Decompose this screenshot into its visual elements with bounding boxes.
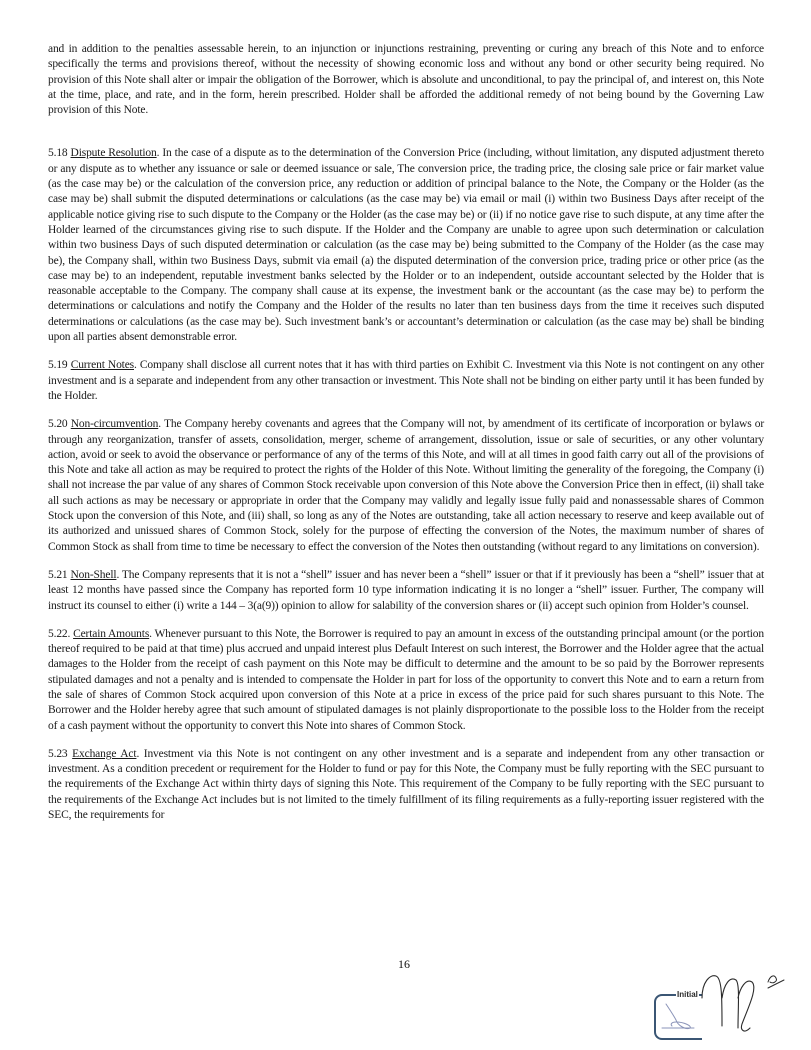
section-body: . The Company represents that it is not a “shell” issuer and has never been a “shell” issuer or that if it previously has been a “shell” issuer that at least 12 months have passed since the Company has reported form 10 type information indicating it is no longer a “shell” issuer. Further, The company will instruct its counsel to either (i) write a 144 – 3(a(9)) opinion to allow for salability of the conversion shares or (ii) accept such opinion from Holder’s counsel.: [48, 568, 764, 612]
section-number: 5.23: [48, 747, 68, 760]
section-number: 5.19: [48, 359, 68, 372]
section-5-22: [48, 627, 764, 734]
section-heading: Current Notes: [70, 359, 134, 372]
section-heading: Exchange Act: [72, 747, 137, 760]
section-heading: Non-Shell: [70, 568, 117, 581]
spacer: [48, 345, 764, 358]
section-body: . Company shall disclose all current notes that it has with third parties on Exhibit C. Investment via this Note is not contingent on any other investment and is a separate and independent from any other transaction or investment. This Note shall not be binding on either party until it has been funded by the Holder.: [48, 359, 765, 402]
page-number: 16: [398, 957, 410, 971]
spacer: [48, 555, 764, 568]
section-5-20: [48, 417, 764, 555]
section-body: . The Company hereby covenants and agrees that the Company will not, by amendment of its certificate of incorporation or bylaws or through any reorganization, transfer of assets, consolidation, merger, scheme of arrangement, dissolution, issue or sale of securities, or any other voluntary action, avoid or seek to avoid the observance or performance of any of the terms of this Note, and will at all times in good faith carry out all of the provisions of this Note and take all action as may be required to protect the rights of the Holder of this Note. Without limiting the generality of the foregoing, the Company (i) shall not increase the par value of any shares of Common Stock receivable upon conversion of this Note above the Conversion Price then in effect, (ii) shall take all such actions as may be necessary or appropriate in order that the Company may validly and legally issue fully paid and nonassessable shares of Common Stock upon the conversion of this Note, and (iii) shall, so long as any of the Notes are outstanding, take all action necessary to reserve and keep available out of its authorized and unissued shares of Common Stock, solely for the purpose of effecting the conversion of the Notes, the maximum number of shares of Common Stock as shall from time to time be necessary to effect the conversion of the Notes then outstanding (without regard to any limitations on conversion).: [48, 418, 765, 553]
section-5-23: [48, 747, 764, 823]
spacer: [48, 734, 764, 747]
handwritten-signature-icon: [698, 968, 808, 1038]
section-5-19: [48, 358, 764, 404]
section-number: 5.20: [48, 418, 68, 431]
initial-label: Initial: [677, 990, 698, 999]
document-page: [48, 42, 764, 823]
section-number: 5.21: [48, 568, 68, 581]
section-heading: Certain Amounts: [73, 627, 150, 640]
section-heading: Dispute Resolution: [70, 147, 157, 160]
spacer: [48, 118, 764, 146]
section-body: . Investment via this Note is not contingent on any other investment and is a separate and independent from any other transaction or investment. As a condition precedent or requirement for the Holder to fund or pay for this Note, the Company must be fully reporting with the SEC pursuant to the requirements of the Exchange Act within thirty days of signing this Note. This requirement of the Company to be fully reporting with the SEC pursuant to the requirements of the Exchange Act includes but is not limited to the timely fulfillment of its filing requirements as a fully-reporting issuer registered with the SEC, the requirements for: [48, 747, 764, 822]
section-body: . Whenever pursuant to this Note, the Borrower is required to pay an amount in excess of the outstanding principal amount (or the portion thereof required to be paid at that time) plus accrued and unpaid interest plus Default Interest on such interest, the Borrower and the Holder agree that the actual damages to the Holder from the receipt of cash payment on this Note may be difficult to determine and the amount to be so paid by the Borrower represents stipulated damages and not a penalty and is intended to compensate the Holder in part for loss of the opportunity to convert this Note and to earn a return from the sale of shares of Common Stock acquired upon conversion of this Note at a price in excess of the price paid for such shares pursuant to this Note. The Borrower and the Holder hereby agree that such amount of stipulated damages is not plainly disproportionate to the possible loss to the Holder from the receipt of a cash payment without the opportunity to convert this Note into shares of Common Stock.: [48, 627, 764, 732]
spacer: [48, 404, 764, 417]
section-body: . In the case of a dispute as to the determination of the Conversion Price (including, without limitation, any disputed adjustment thereto or any dispute as to whether any issuance or sale or deemed issuance or sale, The conversion price, the trading price, the closing sale price or fair market value (as the case may be) or the calculation of the conversion price, any reduction or addition of principal balance to the Note, the Company or the Holder (as the case may be) shall submit the disputed determinations or calculations (as the case may be) via email or mail (i) within two Business Days after receipt of the applicable notice giving rise to such dispute to the Company or the Holder (as the case may be) or (ii) if no notice gave rise to such dispute, at any time after the Holder learned of the circumstances giving rise to such dispute. If the Holder and the Company are unable to agree upon such determination or calculation within two business Days of such disputed determination or calculation (as the case may be) being submitted to the Company of the Holder (as the case may be), the Company shall, within two Business Days, submit via email (a) the disputed determination of the conversion price, trading price or other price (as the case may be) to an independent, reputable investment banks selected by the Holder or to an independent, outside accountant selected by the Holder that is reasonable acceptable to the Company. The company shall cause at its expense, the investment bank or the accountant (as the case may be) to perform the determinations or calculations and notify the Company and the Holder of the results no later than ten business days from the time it receives such disputed determinations or calculations (as the case may be). Such investment bank’s or accountant’s determination or calculation (as the case may be) shall be binding upon all parties absent demonstrable error.: [48, 147, 764, 344]
spacer: [48, 614, 764, 627]
intro-paragraph: and in addition to the penalties assessable herein, to an injunction or injunctions restraining, preventing or curing any breach of this Note and to enforce specifically the terms and provisions thereof, without the necessity of showing economic loss and without any bond or other security being required. No provision of this Note shall alter or impair the obligation of the Borrower, which is absolute and unconditional, to pay the principal of, and interest on, this Note at the time, place, and rate, and in the form, herein prescribed. Holder shall be afforded the additional remedy of not being bound by the Governing Law provision of this Note.: [48, 43, 764, 117]
section-heading: Non-circumvention: [70, 418, 159, 431]
initial-signature-icon: [660, 1000, 700, 1036]
section-number: 5.22.: [48, 627, 71, 640]
section-5-21: [48, 568, 764, 614]
section-number: 5.18: [48, 147, 68, 160]
section-5-18: [48, 146, 764, 345]
